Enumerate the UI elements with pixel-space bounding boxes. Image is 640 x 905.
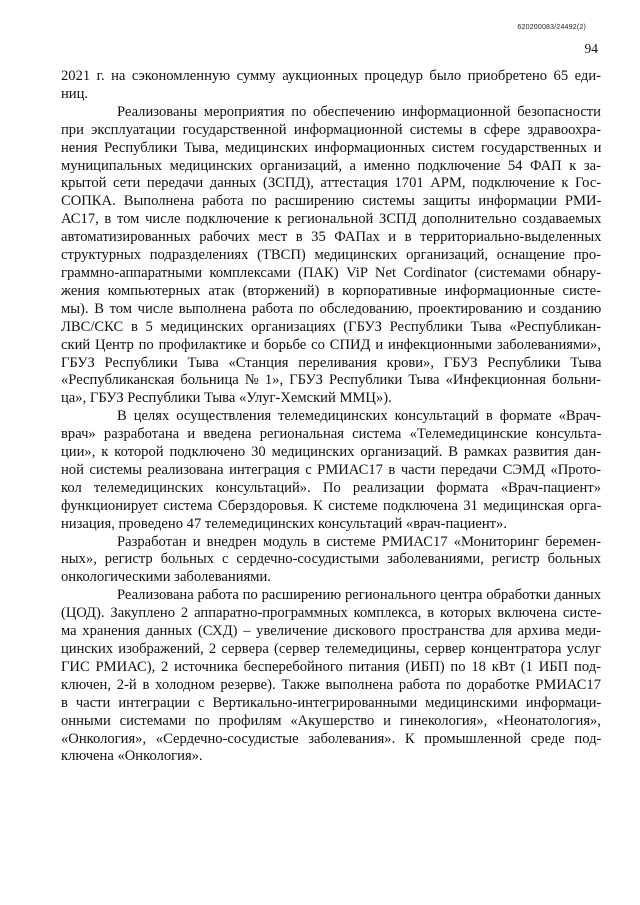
paragraph-4 (61, 534, 601, 588)
text-line: крытой сети передачи данных (ЗСПД), аттестация 1701 АРМ, подключение к Гос- (61, 175, 602, 192)
text-line: ключена «Онкология». (61, 748, 203, 765)
text-line: мы). В том числе выполнена работа по обследованию, проектированию и созданию (61, 300, 602, 317)
text-line: Реализованы мероприятия по обеспечению информационной безопасности (117, 103, 601, 120)
text-line: ниц. (61, 85, 89, 102)
text-line: ЛВС/СКС в 5 медицинских организациях (ГБУЗ Республики Тыва «Республикан- (61, 318, 601, 335)
document-body (61, 68, 601, 766)
text-line: функционирует система Сберздоровья. К системе подключена 31 медицинская орга- (61, 497, 602, 514)
paragraph-3 (61, 408, 601, 533)
text-line: (ЦОД). Закуплено 2 аппаратно-программных комплекса, в которых включена систе- (61, 605, 602, 622)
text-line: автоматизированных рабочих мест в 35 ФАПах и в территориально-выделенных (61, 229, 602, 246)
text-line: ции», к которой подключено 30 медицинских организаций. В рамках развития дан- (61, 444, 601, 461)
text-line: муниципальных медицинских организаций, а именно подключение 54 ФАП к за- (61, 157, 601, 174)
text-line: Разработан и внедрен модуль в системе РМИАС17 «Мониторинг беремен- (117, 533, 601, 550)
text-line: ГБУЗ Республики Тыва «Станция переливания крови», ГБУЗ Республики Тыва (61, 354, 602, 371)
text-line: жения компьютерных атак (вторжений) в корпоративные информационные систе- (61, 282, 601, 299)
text-line: структурных подразделениях (ТВСП) медицинских организаций, оснащение про- (61, 247, 601, 264)
text-line: при эксплуатации государственной информационной системы в сфере здравоохра- (61, 121, 601, 138)
document-id: 620200083/24492(2) (517, 24, 586, 31)
page-number: 94 (584, 41, 598, 56)
paragraph-5 (61, 587, 601, 766)
text-line: граммно-аппаратными комплексами (ПАК) ViP Net Cordinator (системами обнару- (61, 264, 602, 281)
text-line: онкологическими заболеваниями. (61, 569, 271, 586)
text-line: ключен, 2-й в холодном резерве). Также выполнена работа по доработке РМИАС17 (61, 676, 601, 693)
text-line: АС17, в том числе подключение к региональной ЗСПД дополнительно создаваемых (61, 211, 602, 228)
paragraph-1 (61, 68, 601, 104)
text-line: СОПКА. Выполнена работа по расширению системы защиты информации РМИ- (61, 193, 602, 210)
text-line: 2021 г. на сэкономленную сумму аукционных процедур было приобретено 65 еди- (61, 68, 601, 84)
text-line: ГИС РМИАС), 2 источника бесперебойного питания (ИБП) по 18 кВт (1 ИБП под- (61, 658, 601, 675)
text-line: В целях осуществления телемедицинских консультаций в формате «Врач- (117, 408, 601, 425)
paragraph-2 (61, 104, 601, 408)
text-line: в части интеграции с Вертикально-интегрированными медицинскими информаци- (61, 694, 602, 711)
text-line: ский Центр по профилактике и борьбе со СПИД и инфекционными заболеваниями», (61, 336, 601, 353)
text-line: кол телемедицинских консультаций». По реализации формата «Врач-пациент» (61, 479, 601, 496)
text-line: ца», ГБУЗ Республики Тыва «Улуг-Хемский ММЦ»). (61, 390, 392, 407)
text-line: низация, проведено 47 телемедицинских консультаций «врач-пациент». (61, 515, 507, 532)
text-line: «Республиканская больница № 1», ГБУЗ Республики Тыва «Инфекционная больни- (61, 372, 601, 389)
text-line: «Онкология», «Сердечно-сосудистые заболевания». К промышленной среде под- (61, 730, 602, 747)
text-line: врач» разработана и введена региональная система «Телемедицинские консульта- (61, 426, 602, 443)
text-line: ной системы реализована интеграция с РМИАС17 в части передачи СЭМД «Прото- (61, 461, 601, 478)
text-line: ных», регистр больных с сердечно-сосудистыми заболеваниями, регистр больных (61, 551, 601, 568)
text-line: ма хранения данных (СХД) – увеличение дискового пространства для архива меди- (61, 623, 601, 640)
text-line: Реализована работа по расширению регионального центра обработки данных (117, 587, 601, 604)
text-line: онными системами по профилям «Акушерство и гинекология», «Неонатология», (61, 712, 601, 729)
text-line: нения Республики Тыва, медицинских информационных систем государственных и (61, 139, 602, 156)
text-line: цинских изображений, 2 сервера (сервер телемедицины, сервер концентратора услуг (61, 641, 601, 657)
